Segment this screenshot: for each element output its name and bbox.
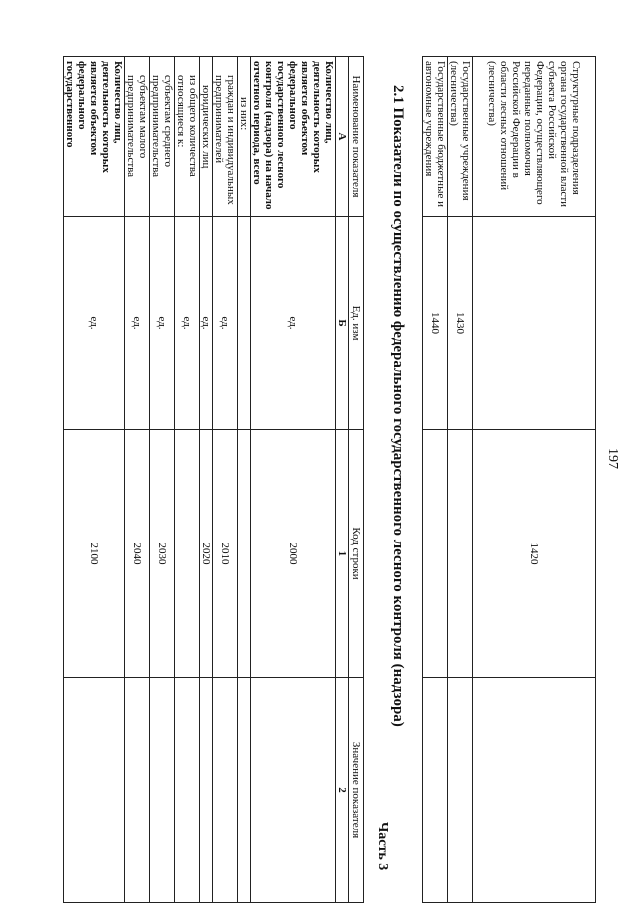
table-cell-code: 2010 [213,430,238,678]
table-row [423,57,448,903]
table-letters-row [336,57,349,903]
table-row [238,57,251,903]
letter-unit: Б [336,217,349,430]
table-cell-name: Количество лиц, деятельность которых является объектом федерального государственного [64,57,125,217]
table-cell-value [448,678,473,903]
header-unit: Ед. изм [349,217,364,430]
table-cell-name: Количество лиц, деятельность которых является объектом федерального государственного лесного контроля (надзора) на начало отчетного периода, всего [251,57,336,217]
table-cell-unit: 1430 [448,217,473,430]
table-cell-name: Государственные учреждения (лесничества) [448,57,473,217]
table-cell-unit: ед. [213,217,238,430]
table-cell-name: Государственные бюджетные и автономные учреждения [423,57,448,217]
table-cell-value [423,678,448,903]
table-cell-unit: 1440 [423,217,448,430]
table-cell-code: 2030 [150,430,175,678]
top-table [422,56,596,903]
letter-value: 2 [336,678,349,903]
table-cell-value [238,678,251,903]
section-title: 2.1 Показатели по осуществлению федерального государственного лесного контроля (надзора) [390,85,406,727]
table-row [150,57,175,903]
table-row [200,57,213,903]
table-cell-name: из них: [238,57,251,217]
table-cell-code: 2100 [64,430,125,678]
table-cell-name: субъектам среднего предпринимательства [150,57,175,217]
main-table [63,56,364,903]
table-cell-unit: ед. [175,217,200,430]
table-cell-code [175,430,200,678]
table-cell-unit: ед. [125,217,150,430]
table-row [125,57,150,903]
table-row [175,57,200,903]
table-cell-name: граждан и индивидуальных предпринимателей [213,57,238,217]
table-cell-unit [238,217,251,430]
table-cell-unit: ед. [64,217,125,430]
table-cell-unit [473,217,596,430]
table-cell-name: Структурные подразделения органа государственной власти субъекта Российской Федерации, осуществляющего переданные полномочия Российской Федерации в области лесных отношений (лесничества) [473,57,596,217]
table-row [448,57,473,903]
table-cell-code [448,430,473,678]
letter-name: А [336,57,349,217]
table-cell-value [64,678,125,903]
table-cell-code [423,430,448,678]
table-cell-name: юридических лиц [200,57,213,217]
table-cell-value [200,678,213,903]
table-row [213,57,238,903]
table-row [473,57,596,903]
table-cell-value [251,678,336,903]
table-cell-unit: ед. [150,217,175,430]
header-name: Наименование показателя [349,57,364,217]
table-cell-value [175,678,200,903]
page-number: 197 [605,448,620,469]
table-cell-name: из общего количества относящиеся к: [175,57,200,217]
table-row [64,57,125,903]
table-cell-code: 2020 [200,430,213,678]
part-label: Часть 3 [375,822,390,871]
table-row [251,57,336,903]
table-cell-name: субъектам малого предпринимательства [125,57,150,217]
table-cell-value [150,678,175,903]
table-cell-value [473,678,596,903]
table-cell-code: 1420 [473,430,596,678]
header-value: Значение показателя [349,678,364,903]
table-cell-unit: ед. [251,217,336,430]
table-header-row [349,57,364,903]
table-cell-unit: ед. [200,217,213,430]
header-code: Код строки [349,430,364,678]
table-cell-code: 2040 [125,430,150,678]
table-cell-value [213,678,238,903]
table-cell-value [125,678,150,903]
table-cell-code: 2000 [251,430,336,678]
letter-code: 1 [336,430,349,678]
table-cell-code [238,430,251,678]
